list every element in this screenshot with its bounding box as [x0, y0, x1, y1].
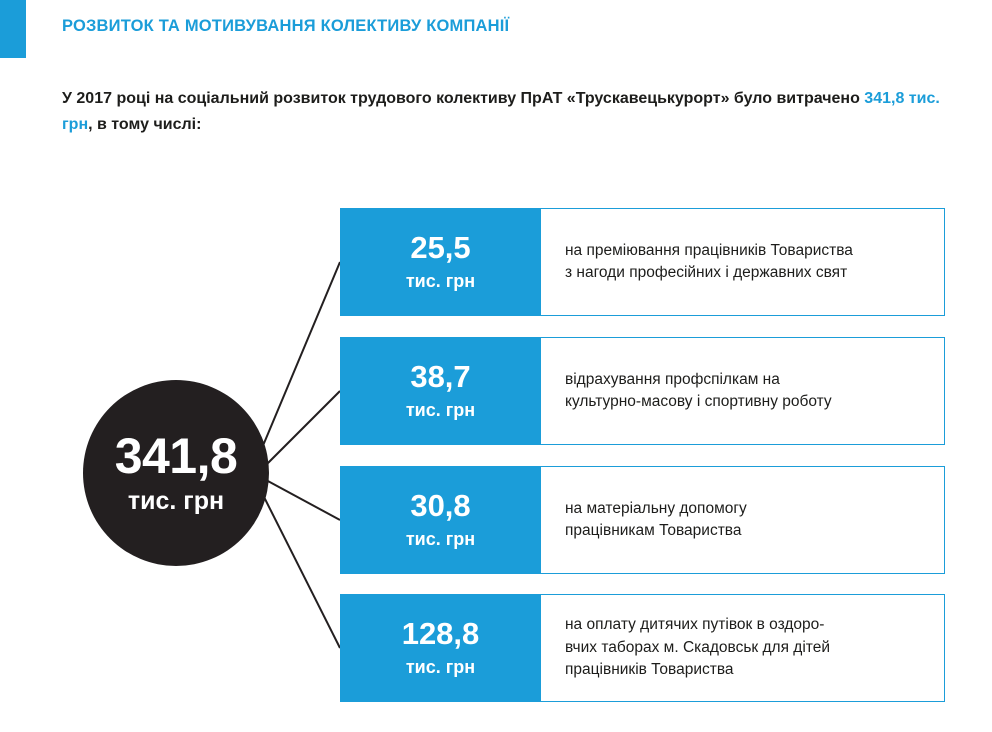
branch-unit: тис. грн	[405, 400, 476, 421]
intro-paragraph	[62, 86, 942, 138]
branch-description-line: працівників Товариства	[565, 661, 734, 679]
branch-description-line: на матеріальну допомогу	[565, 499, 747, 517]
branch-value: 30,8	[410, 487, 471, 523]
branch-row	[340, 208, 945, 316]
branch-description-line: відрахування профспілкам на	[565, 370, 780, 388]
branch-description	[541, 466, 945, 574]
branch-description-line: вчих таборах м. Скадовськ для дітей	[565, 638, 830, 656]
branch-description-line: працівникам Товариства	[565, 522, 742, 539]
header-accent-bar	[0, 0, 26, 58]
branch-value-box	[340, 466, 541, 574]
hub-total-value: 341,8	[114, 427, 238, 484]
branch-description	[541, 594, 945, 702]
branch-description-line: на оплату дитячих путівок в оздоро-	[565, 616, 825, 634]
branch-description	[541, 208, 945, 316]
branch-row	[340, 594, 945, 702]
branch-description-line: з нагоди професійних і державних свят	[565, 264, 848, 281]
branch-value-box	[340, 594, 541, 702]
branch-row	[340, 337, 945, 445]
branch-unit: тис. грн	[405, 657, 476, 678]
branch-unit: тис. грн	[405, 271, 476, 292]
branch-row	[340, 466, 945, 574]
branch-value: 38,7	[410, 358, 471, 394]
page-title: РОЗВИТОК ТА МОТИВУВАННЯ КОЛЕКТИВУ КОМПАНІЇ	[62, 17, 510, 35]
branch-value: 128,8	[401, 615, 480, 651]
page-header	[0, 0, 992, 58]
diagram-container	[0, 180, 992, 700]
hub-total	[83, 380, 269, 566]
branch-value-box	[340, 208, 541, 316]
intro-text-part2: , в тому числі:	[88, 115, 202, 133]
hub-total-unit: тис. грн	[127, 486, 225, 515]
branch-unit: тис. грн	[405, 529, 476, 550]
intro-text-part1: У 2017 році на соціальний розвиток трудового колективу ПрАТ «Трускавецькурорт» було витрачено	[62, 90, 865, 107]
branch-value: 25,5	[410, 229, 471, 265]
branch-description-line: культурно-масову і спортивну роботу	[565, 393, 832, 410]
intro-highlight-value: 341,8 тис. грн	[62, 90, 940, 133]
branch-description	[541, 337, 945, 445]
branch-value-box	[340, 337, 541, 445]
branch-description-line: на преміювання працівників Товариства	[565, 241, 853, 259]
